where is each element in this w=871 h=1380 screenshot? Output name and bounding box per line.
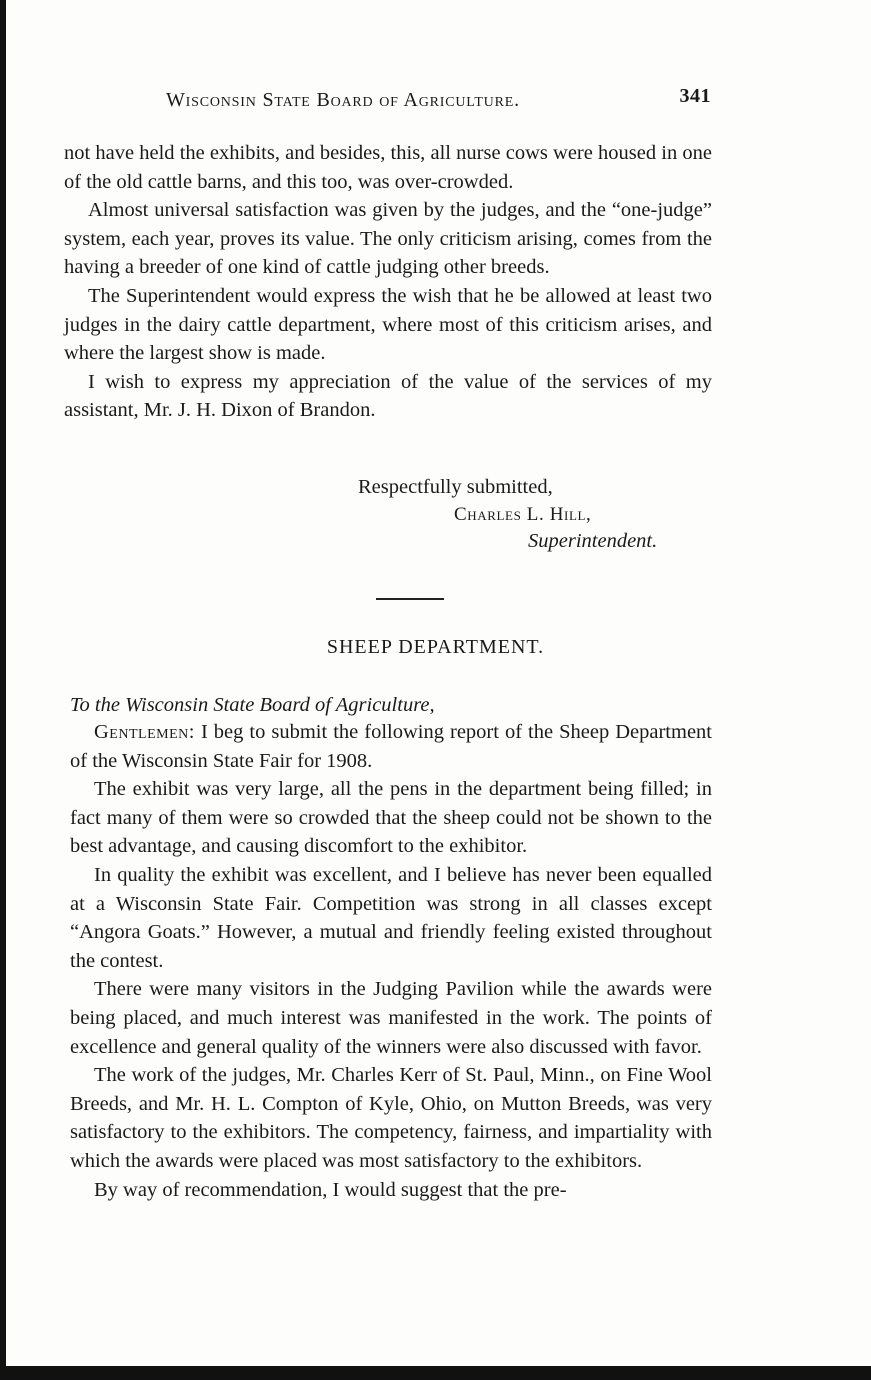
paragraph-visitors: There were many visitors in the Judging Pavilion while the awards were being placed, and much interest was manifested in the work. The points of excellence and general quality of the winners were also discussed with favor.: [70, 978, 712, 1058]
running-title: Wisconsin State Board of Agriculture.: [166, 89, 520, 111]
paragraph-recommendation: By way of recommendation, I would suggest that the pre-: [94, 1178, 567, 1201]
greeting: Gentlemen:: [94, 721, 195, 743]
sheep-text-block: [70, 718, 712, 1204]
signature-title: Superintendent.: [528, 530, 658, 552]
paragraph-continuation: not have held the exhibits, and besides, this, all nurse cows were housed in one of the old cattle barns, and this too, was over-crowded.: [64, 142, 712, 193]
scan-left-border: [0, 0, 6, 1380]
paragraph-exhibit-size: The exhibit was very large, all the pens in the department being filled; in fact many of them were so crowded that the sheep could not be shown to the best advantage, and causing discomfort to the exhibitor.: [70, 778, 712, 858]
scan-bottom-border: [0, 1366, 871, 1380]
paragraph-exhibit-quality: In quality the exhibit was excellent, and I believe has never been equalled at a Wisconsin State Fair. Competition was strong in all classes except “Angora Goats.” However, a mutual and friendly feeling existed throughout the contest.: [70, 863, 712, 972]
section-heading: SHEEP DEPARTMENT.: [326, 636, 545, 658]
section-divider-rule: [376, 598, 444, 600]
paragraph-report-intro: [70, 718, 712, 775]
page-number: 341: [679, 85, 711, 107]
running-head: [166, 85, 711, 117]
report-intro-text: I beg to submit the following report of the Sheep Department of the Wisconsin State Fair for 1908.: [70, 721, 712, 772]
paragraph-appreciation: I wish to express my appreciation of the value of the services of my assistant, Mr. J. H. Dixon of Brandon.: [64, 370, 712, 422]
signature-name: Charles L. Hill,: [454, 504, 592, 525]
signature-closing: Respectfully submitted,: [358, 476, 553, 498]
top-text-block: [64, 139, 712, 425]
paragraph-judges-work: The work of the judges, Mr. Charles Kerr of St. Paul, Minn., on Fine Wool Breeds, and Mr. H. L. Compton of Kyle, Ohio, on Mutton Breeds, was very satisfactory to the exhibitors. The competency, fairness, and impartiality with which the awards were placed was most satisfactory to the exhibitors.: [70, 1064, 712, 1172]
paragraph-judges-satisfaction: Almost universal satisfaction was given by the judges, and the “one-judge” system, each year, proves its value. The only criticism arising, comes from the having a breeder of one kind of cattle judging other breeds.: [64, 199, 712, 279]
paragraph-superintendent-wish: The Superintendent would express the wish that he be allowed at least two judges in the dairy cattle department, where most of this criticism arises, and where the largest show is made.: [64, 284, 712, 365]
salutation: To the Wisconsin State Board of Agriculture,: [70, 694, 435, 716]
